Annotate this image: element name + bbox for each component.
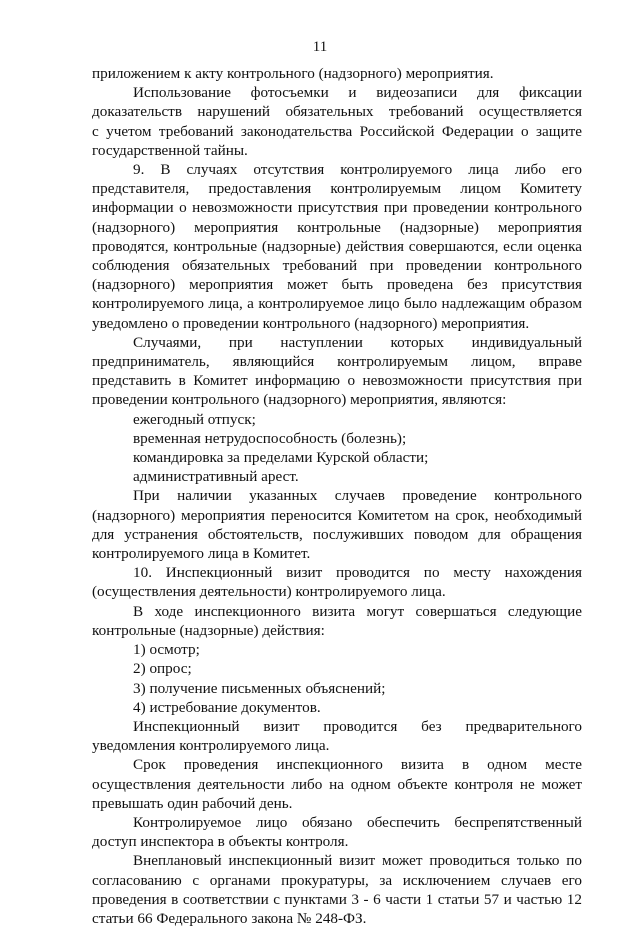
text-line: доступ инспектора в объекты контроля. [92,833,349,851]
text-line: (осуществления деятельности) контролируемого лица. [92,583,446,601]
text-line: соблюдения обязательных требований при проведении контрольного [92,257,582,275]
text-line: При наличии указанных случаев проведение контрольного [133,487,582,505]
list-item [92,659,582,678]
text-line: командировка за пределами Курской области; [133,449,429,467]
text-line: ежегодный отпуск; [133,410,256,428]
list-item [92,429,582,448]
text-line: временная нетрудоспособность (болезнь); [133,429,407,447]
text-line: Случаями, при наступлении которых индивидуальный [133,333,582,351]
text-line: проводятся, контрольные (надзорные) действия совершаются, если оценка [92,237,582,255]
text-line: (надзорного) мероприятия может быть проведена без присутствия [92,276,582,294]
text-line: уведомлено о проведении контрольного (надзорного) мероприятия. [92,314,530,332]
text-line: 10. Инспекционный визит проводится по месту нахождения [133,564,582,582]
paragraph [92,333,582,410]
text-line: согласованию с органами прокуратуры, за исключением случаев его [92,871,582,889]
text-line: Внеплановый инспекционный визит может проводиться только по [133,852,582,870]
text-line: уведомления контролируемого лица. [92,737,330,755]
text-line: Использование фотосъемки и видеозаписи для фиксации [133,84,582,102]
paragraph [92,813,582,851]
text-line: доказательств нарушений обязательных требований осуществляется [92,103,582,121]
list-item [92,410,582,429]
text-line: 3) получение письменных объяснений; [133,679,386,697]
paragraph [92,755,582,813]
text-line: контрольные (надзорные) действия: [92,621,325,639]
text-line: контролируемого лица, а контролируемое лицо было надлежащим образом [92,295,582,313]
document-body [92,64,582,928]
text-line: приложением к акту контрольного (надзорного) мероприятия. [92,65,494,82]
list-item [92,448,582,467]
text-line: Срок проведения инспекционного визита в одном месте [133,756,582,774]
paragraph [92,83,582,160]
list-item [92,467,582,486]
paragraph [92,717,582,755]
page-number: 11 [312,39,328,55]
text-line: проведения в соответствии с пунктами 3 - 6 части 1 статьи 57 и частью 12 [92,890,582,908]
text-line: 1) осмотр; [133,641,200,659]
list-item [92,679,582,698]
paragraph [92,64,582,83]
text-line: В ходе инспекционного визита могут совершаться следующие [133,602,582,620]
paragraph [92,486,582,563]
paragraph [92,851,582,928]
text-line: 9. В случаях отсутствия контролируемого лица либо его [133,161,582,179]
text-line: для устранения обстоятельств, послуживших поводом для обращения [92,525,582,543]
text-line: (надзорного) мероприятия переносится Комитетом на срок, необходимый [92,506,582,524]
list-item [92,640,582,659]
text-line: информации о невозможности присутствия при проведении контрольного [92,199,582,217]
text-line: с учетом требований законодательства Российской Федерации о защите [92,122,582,140]
text-line: представить в Комитет информацию о невозможности присутствия при [92,372,582,390]
text-line: государственной тайны. [92,141,248,159]
paragraph [92,602,582,640]
text-line: 2) опрос; [133,660,192,678]
list-item [92,698,582,717]
text-line: осуществления деятельности либо на одном объекте контроля не может [92,775,582,793]
text-line: проведении контрольного (надзорного) мероприятия, являются: [92,391,507,409]
text-line: статьи 66 Федерального закона № 248-ФЗ. [92,909,367,927]
text-line: предприниматель, являющийся контролируемым лицом, вправе [92,353,582,371]
paragraph [92,160,582,333]
text-line: административный арест. [133,468,299,486]
text-line: представителя, предоставления контролируемым лицом Комитету [92,180,582,198]
paragraph [92,563,582,601]
text-line: (надзорного) мероприятия контрольные (надзорные) мероприятия [92,218,582,236]
text-line: контролируемого лица в Комитет. [92,545,311,563]
text-line: превышать один рабочий день. [92,794,293,812]
text-line: Инспекционный визит проводится без предварительного [133,717,582,735]
text-line: Контролируемое лицо обязано обеспечить беспрепятственный [133,813,582,831]
text-line: 4) истребование документов. [133,698,321,716]
